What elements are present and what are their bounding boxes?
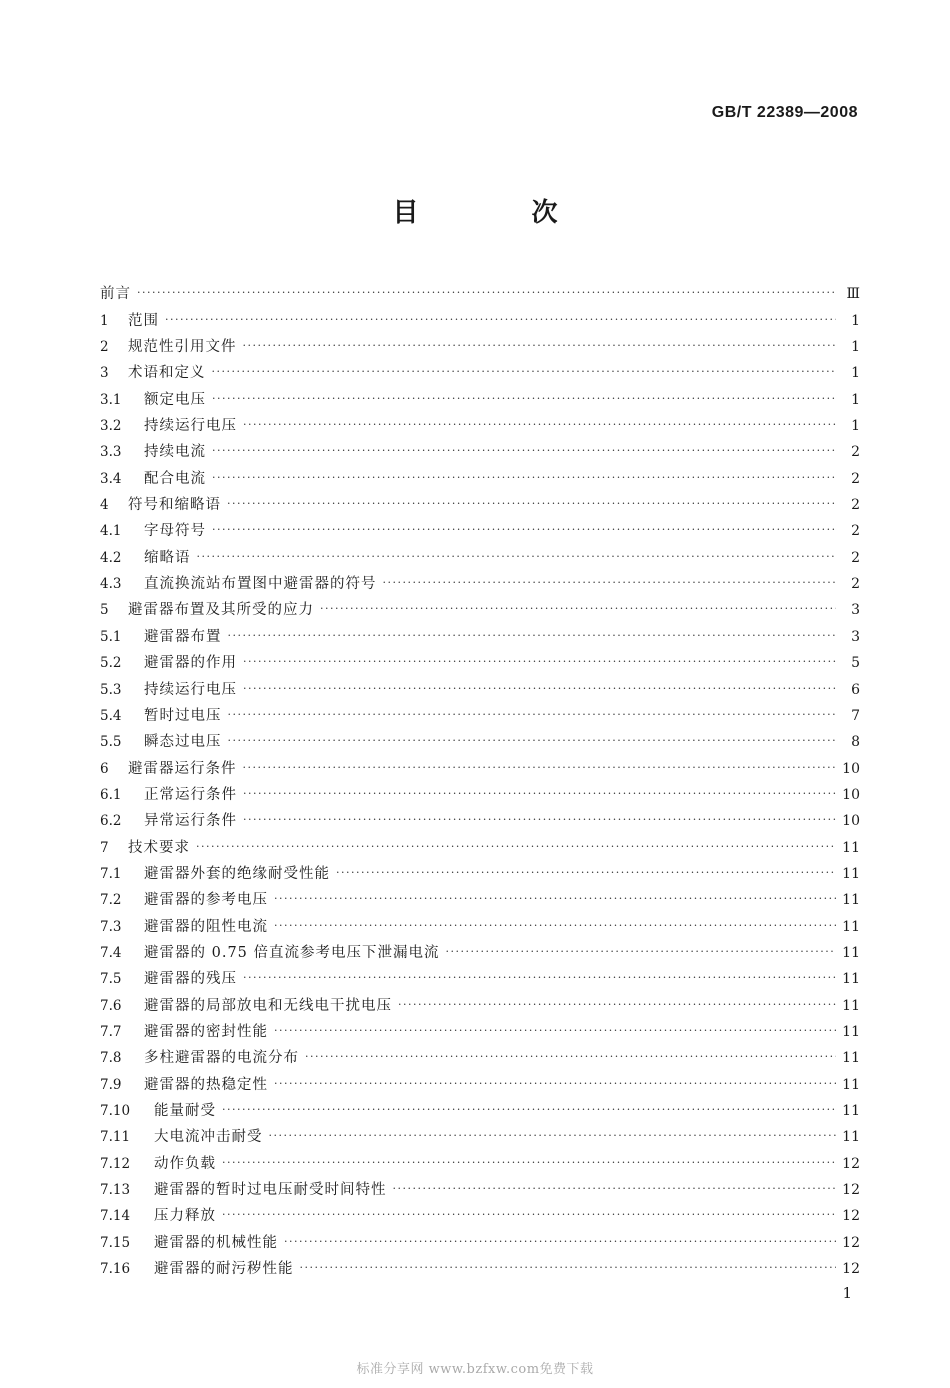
toc-entry-title: 字母符号 <box>144 523 206 540</box>
toc-entry-page: 2 <box>851 444 860 461</box>
toc-dot-leader <box>243 682 836 696</box>
toc-entry-title: 能量耐受 <box>154 1103 216 1119</box>
toc-entry-title: 动作负载 <box>154 1155 216 1172</box>
toc-entry[interactable] <box>100 1042 860 1068</box>
toc-dot-leader <box>212 444 836 458</box>
toc-entry-title: 避雷器的密封性能 <box>144 1023 268 1040</box>
standard-code: GB/T 22389—2008 <box>711 104 858 121</box>
toc-entry[interactable] <box>100 647 860 673</box>
toc-entry-title: 前言 <box>100 286 131 303</box>
toc-entry[interactable] <box>100 541 860 567</box>
toc-entry[interactable] <box>100 1068 860 1094</box>
toc-entry-page: 11 <box>842 944 860 961</box>
toc-dot-leader <box>305 1050 836 1064</box>
toc-entry-number: 7.2 <box>100 892 122 909</box>
toc-entry-page: 7 <box>851 707 860 724</box>
toc-entry-title: 避雷器的暂时过电压耐受时间特性 <box>154 1182 387 1199</box>
toc-dot-leader <box>300 1261 837 1275</box>
toc-dot-leader <box>137 286 836 300</box>
toc-dot-leader <box>243 339 837 353</box>
toc-entry-page: 11 <box>842 839 860 856</box>
toc-entry-title: 避雷器的阻性电流 <box>144 918 268 935</box>
toc-entry-number: 7.14 <box>100 1208 131 1225</box>
toc-entry-title: 直流换流站布置图中避雷器的符号 <box>144 576 377 593</box>
toc-entry[interactable] <box>100 779 860 805</box>
toc-entry[interactable] <box>100 1121 860 1147</box>
toc-entry[interactable] <box>100 989 860 1015</box>
toc-entry[interactable] <box>100 515 860 541</box>
toc-dot-leader <box>269 1129 837 1143</box>
toc-entry-title: 避雷器的局部放电和无线电干扰电压 <box>144 997 392 1014</box>
toc-dot-leader <box>222 1156 836 1170</box>
toc-entry-title: 范围 <box>128 312 159 329</box>
page-number: 1 <box>842 1284 852 1302</box>
toc-dot-leader <box>228 708 837 722</box>
toc-entry[interactable] <box>100 1174 860 1200</box>
toc-entry-number: 5.3 <box>100 681 122 698</box>
toc-entry[interactable] <box>100 858 860 884</box>
toc-entry-number: 5.5 <box>100 734 122 751</box>
toc-entry-number: 6.2 <box>100 813 122 830</box>
toc-entry-number: 4.1 <box>100 523 122 540</box>
toc-entry-number: 7.3 <box>100 918 122 935</box>
toc-entry-number: 3.2 <box>100 418 122 435</box>
toc-entry-title: 持续运行电压 <box>144 418 237 435</box>
toc-entry-title: 规范性引用文件 <box>128 339 237 356</box>
toc-entry-page: 2 <box>851 497 860 514</box>
toc-entry-number: 7.5 <box>100 971 122 988</box>
toc-dot-leader <box>196 840 836 854</box>
toc-entry[interactable] <box>100 278 860 304</box>
toc-entry[interactable] <box>100 1253 860 1279</box>
toc-entry-title: 避雷器的参考电压 <box>144 892 268 909</box>
toc-entry-title: 术语和定义 <box>128 365 206 382</box>
toc-entry-page: 12 <box>842 1208 860 1225</box>
toc-entry-page: 2 <box>851 470 860 487</box>
toc-entry-page: 12 <box>842 1234 860 1251</box>
toc-dot-leader <box>243 813 836 827</box>
toc-entry-number: 3 <box>100 365 109 382</box>
toc-entry[interactable] <box>100 910 860 936</box>
toc-entry-number: 7.10 <box>100 1103 131 1119</box>
toc-entry-title: 异常运行条件 <box>144 813 237 830</box>
toc-entry-page: 6 <box>851 681 860 698</box>
toc-entry[interactable] <box>100 489 860 515</box>
toc-entry-page: 8 <box>851 734 860 751</box>
toc-entry[interactable] <box>100 937 860 963</box>
toc-entry-page: 11 <box>842 1076 860 1093</box>
toc-entry[interactable] <box>100 963 860 989</box>
toc-entry-number: 7.16 <box>100 1261 131 1278</box>
toc-entry-page: 10 <box>842 813 860 830</box>
toc-dot-leader <box>197 550 837 564</box>
toc-entry[interactable] <box>100 831 860 857</box>
toc-dot-leader <box>274 892 836 906</box>
toc-entry-number: 7.8 <box>100 1050 122 1067</box>
toc-entry-title: 避雷器的作用 <box>144 655 237 672</box>
toc-entry-title: 避雷器的 0.75 倍直流参考电压下泄漏电流 <box>144 944 440 961</box>
toc-entry-title: 持续电流 <box>144 444 206 461</box>
toc-entry-page: 10 <box>842 760 860 777</box>
toc-entry-title: 持续运行电压 <box>144 681 237 698</box>
toc-entry[interactable] <box>100 383 860 409</box>
toc-entry-number: 7.15 <box>100 1234 131 1251</box>
toc-entry[interactable] <box>100 357 860 383</box>
toc-entry-page: 3 <box>851 628 860 645</box>
toc-entry[interactable] <box>100 884 860 910</box>
toc-entry[interactable] <box>100 1016 860 1042</box>
toc-entry[interactable] <box>100 752 860 778</box>
toc-entry-page: 11 <box>842 1050 860 1067</box>
toc-entry-page: 1 <box>851 339 860 356</box>
toc-entry-title: 符号和缩略语 <box>128 497 221 514</box>
toc-entry-page: 3 <box>851 602 860 619</box>
toc-dot-leader <box>222 1103 836 1117</box>
toc-entry-page: 11 <box>842 971 860 988</box>
page-title: 目 次 <box>392 198 610 228</box>
toc-entry-title: 压力释放 <box>154 1208 216 1225</box>
toc-entry-number: 6.1 <box>100 786 122 803</box>
toc-entry-number: 7.12 <box>100 1155 131 1172</box>
toc-dot-leader <box>243 971 836 985</box>
toc-entry-page: 2 <box>851 523 860 540</box>
table-of-contents <box>100 278 860 1279</box>
toc-entry[interactable] <box>100 1226 860 1252</box>
toc-entry-number: 7.6 <box>100 997 122 1014</box>
toc-entry-title: 避雷器布置及其所受的应力 <box>128 602 314 619</box>
toc-entry-page: 11 <box>842 865 860 882</box>
toc-entry-page: 10 <box>842 786 860 803</box>
toc-entry-title: 配合电流 <box>144 470 206 487</box>
toc-entry-number: 4.2 <box>100 549 122 566</box>
toc-entry-page: 11 <box>842 1023 860 1040</box>
toc-entry-title: 避雷器的热稳定性 <box>144 1076 268 1093</box>
toc-entry-title: 瞬态过电压 <box>144 734 222 751</box>
toc-entry[interactable] <box>100 410 860 436</box>
toc-entry-page: 1 <box>851 391 860 408</box>
toc-entry[interactable] <box>100 1147 860 1173</box>
toc-entry-page: 1 <box>851 312 860 329</box>
toc-dot-leader <box>243 655 836 669</box>
toc-entry-number: 1 <box>100 312 109 329</box>
toc-entry-title: 技术要求 <box>128 839 190 856</box>
toc-entry[interactable] <box>100 1095 860 1121</box>
toc-entry-title: 正常运行条件 <box>144 786 237 803</box>
toc-entry-number: 7.1 <box>100 865 122 882</box>
toc-entry-title: 避雷器布置 <box>144 628 222 645</box>
toc-dot-leader <box>446 945 836 959</box>
footer-watermark: 标准分享网 www.bzfxw.com免费下载 <box>356 1362 594 1377</box>
toc-entry-page: 2 <box>851 576 860 593</box>
toc-entry[interactable] <box>100 805 860 831</box>
toc-entry[interactable] <box>100 673 860 699</box>
toc-entry[interactable] <box>100 304 860 330</box>
toc-entry-page: 12 <box>842 1261 860 1278</box>
toc-entry-number: 3.4 <box>100 470 122 487</box>
toc-entry-number: 6 <box>100 760 109 777</box>
toc-dot-leader <box>274 1024 836 1038</box>
toc-entry-number: 4 <box>100 497 109 514</box>
toc-entry-title: 避雷器的耐污秽性能 <box>154 1261 294 1278</box>
toc-entry-page: 2 <box>851 549 860 566</box>
toc-dot-leader <box>212 365 837 379</box>
toc-dot-leader <box>228 734 837 748</box>
toc-entry-number: 4.3 <box>100 576 122 593</box>
toc-dot-leader <box>398 998 836 1012</box>
toc-entry-title: 大电流冲击耐受 <box>154 1129 263 1146</box>
toc-entry-title: 暂时过电压 <box>144 707 222 724</box>
toc-dot-leader <box>165 313 836 327</box>
toc-entry[interactable] <box>100 462 860 488</box>
toc-dot-leader <box>274 919 836 933</box>
toc-entry-page: Ⅲ <box>846 286 860 303</box>
toc-entry[interactable] <box>100 1200 860 1226</box>
toc-dot-leader <box>212 392 836 406</box>
toc-dot-leader <box>227 497 836 511</box>
toc-entry-page: 12 <box>842 1155 860 1172</box>
toc-entry-number: 5.2 <box>100 655 122 672</box>
toc-dot-leader <box>336 866 836 880</box>
toc-dot-leader <box>243 761 837 775</box>
toc-entry-number: 7.13 <box>100 1182 131 1199</box>
toc-entry-number: 5.1 <box>100 628 122 645</box>
toc-entry-page: 12 <box>842 1182 860 1199</box>
toc-entry-page: 11 <box>842 997 860 1014</box>
toc-entry-number: 7 <box>100 839 109 856</box>
toc-entry-title: 多柱避雷器的电流分布 <box>144 1050 299 1067</box>
toc-dot-leader <box>393 1182 837 1196</box>
toc-dot-leader <box>212 523 836 537</box>
toc-entry-title: 额定电压 <box>144 391 206 408</box>
toc-entry-title: 避雷器的机械性能 <box>154 1234 278 1251</box>
toc-entry-number: 3.3 <box>100 444 122 461</box>
toc-entry[interactable] <box>100 331 860 357</box>
toc-dot-leader <box>243 418 836 432</box>
toc-entry-number: 3.1 <box>100 391 122 408</box>
toc-entry-number: 5.4 <box>100 707 122 724</box>
toc-entry-number: 5 <box>100 602 109 619</box>
toc-dot-leader <box>383 576 837 590</box>
toc-entry-page: 5 <box>851 655 860 672</box>
toc-dot-leader <box>284 1235 836 1249</box>
toc-entry[interactable] <box>100 436 860 462</box>
toc-entry-page: 1 <box>851 365 860 382</box>
toc-entry[interactable] <box>100 568 860 594</box>
toc-entry-number: 7.4 <box>100 944 122 961</box>
toc-dot-leader <box>228 629 837 643</box>
toc-dot-leader <box>274 1077 836 1091</box>
toc-entry-page: 1 <box>851 418 860 435</box>
toc-entry-page: 11 <box>842 918 860 935</box>
toc-dot-leader <box>212 471 836 485</box>
toc-entry-number: 7.11 <box>100 1129 131 1146</box>
toc-entry-page: 11 <box>842 1103 860 1119</box>
toc-entry-title: 避雷器运行条件 <box>128 760 237 777</box>
toc-dot-leader <box>222 1208 836 1222</box>
toc-entry[interactable] <box>100 594 860 620</box>
toc-entry-page: 11 <box>842 892 860 909</box>
toc-entry[interactable] <box>100 726 860 752</box>
toc-entry-number: 7.9 <box>100 1076 122 1093</box>
toc-entry-page: 11 <box>842 1129 860 1146</box>
toc-entry-title: 缩略语 <box>144 549 191 566</box>
toc-entry-number: 7.7 <box>100 1023 122 1040</box>
toc-entry[interactable] <box>100 620 860 646</box>
toc-dot-leader <box>243 787 836 801</box>
toc-entry[interactable] <box>100 700 860 726</box>
toc-dot-leader <box>320 602 836 616</box>
toc-entry-title: 避雷器的残压 <box>144 971 237 988</box>
toc-entry-title: 避雷器外套的绝缘耐受性能 <box>144 865 330 882</box>
toc-entry-number: 2 <box>100 339 109 356</box>
